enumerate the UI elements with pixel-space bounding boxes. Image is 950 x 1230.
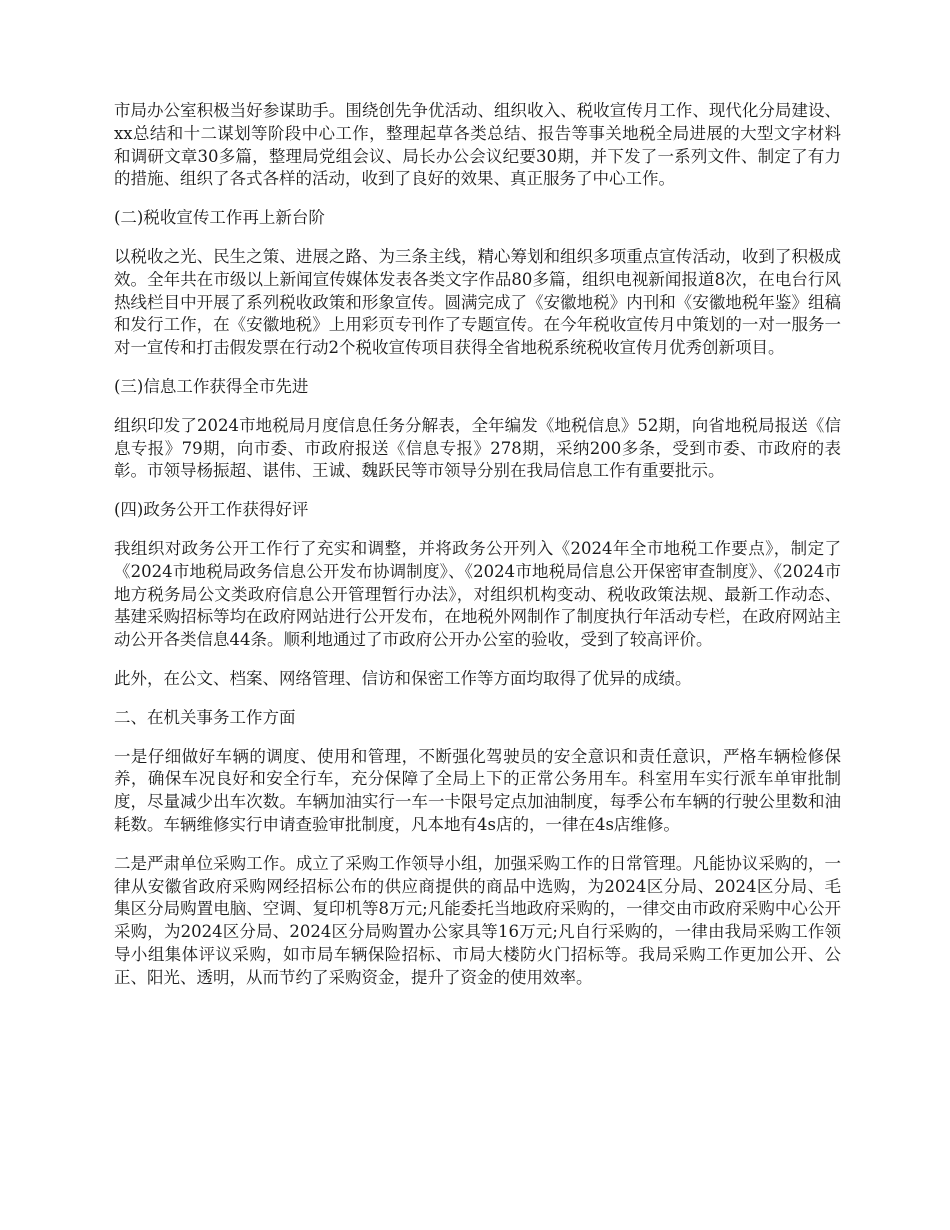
heading-office-affairs: 二、在机关事务工作方面 (114, 707, 296, 727)
paragraph-vehicle-management: 一是仔细做好车辆的调度、使用和管理，不断强化驾驶员的安全意识和责任意识，严格车辆检修保养，确保车况良好和安全行车，充分保障了全局上下的正常公务用车。科室用车实行派车单审批制度，尽量减少出车次数。车辆加油实行一车一卡限号定点加油制度，每季公布车辆的行驶公里数和油耗数。车辆维修实行申请查验审批制度，凡本地有4s店的，一律在4s店维修。 (114, 746, 841, 834)
paragraph-other-achievements: 此外，在公文、档案、网络管理、信访和保密工作等方面均取得了优异的成绩。 (114, 668, 692, 688)
paragraph-tax-publicity: 以税收之光、民生之策、进展之路、为三条主线，精心筹划和组织多项重点宣传活动，收到了积极成效。全年共在市级以上新闻宣传媒体发表各类文字作品80多篇，组织电视新闻报道8次，在电台行风热线栏目中开展了系列税收政策和形象宣传。圆满完成了《安徽地税》内刊和《安徽地税年鉴》组稿和发行工作，在《安徽地税》上用彩页专刊作了专题宣传。在今年税收宣传月中策划的一对一服务一对一宣传和打击假发票在行动2个税收宣传项目获得全省地税系统税收宣传月优秀创新项目。 (114, 246, 841, 358)
paragraph-government-affairs: 我组织对政务公开工作行了充实和调整，并将政务公开列入《2024年全市地税工作要点》，制定了《2024市地税局政务信息公开发布协调制度》、《2024市地税局信息公开保密审查制度》、《2024市地方税务局公文类政府信息公开管理暂行办法》，对组织机构变动、税收政策法规、最新工作动态、基建采购招标等均在政府网站进行公开发布，在地税外网制作了制度执行年活动专栏，在政府网站主动公开各类信息44条。顺利地通过了市政府公开办公室的验收，受到了较高评价。 (114, 538, 841, 650)
heading-tax-publicity: (二)税收宣传工作再上新台阶 (114, 208, 325, 228)
heading-information-work: (三)信息工作获得全市先进 (114, 376, 309, 396)
document-body (114, 100, 841, 1006)
paragraph-procurement: 二是严肃单位采购工作。成立了采购工作领导小组，加强采购工作的日常管理。凡能协议采购的，一律从安徽省政府采购网经招标公布的供应商提供的商品中选购，为2024区分局、2024区分局、毛集区分局购置电脑、空调、复印机等8万元;凡能委托当地政府采购的，一律交由市政府采购中心公开采购，为2024区分局、2024区分局购置办公家具等16万元;凡自行采购的，一律由我局采购工作领导小组集体评议采购，如市局车辆保险招标、市局大楼防火门招标等。我局采购工作更加公开、公正、阳光、透明，从而节约了采购资金，提升了资金的使用效率。 (114, 853, 841, 987)
heading-government-affairs: (四)政务公开工作获得好评 (114, 500, 309, 520)
paragraph-information-work: 组织印发了2024市地税局月度信息任务分解表，全年编发《地税信息》52期，向省地税局报送《信息专报》79期，向市委、市政府报送《信息专报》278期，采纳200多条，受到市委、市政府的表彰。市领导杨振超、谌伟、王诚、魏跃民等市领导分别在我局信息工作有重要批示。 (114, 415, 841, 481)
paragraph-office-assistant: 市局办公室积极当好参谋助手。围绕创先争优活动、组织收入、税收宣传月工作、现代化分局建设、xx总结和十二谋划等阶段中心工作，整理起草各类总结、报告等事关地税全局进展的大型文字材料和调研文章30多篇，整理局党组会议、局长办公会议纪要30期，并下发了一系列文件、制定了有力的措施、组织了各式各样的活动，收到了良好的效果、真正服务了中心工作。 (114, 101, 841, 189)
